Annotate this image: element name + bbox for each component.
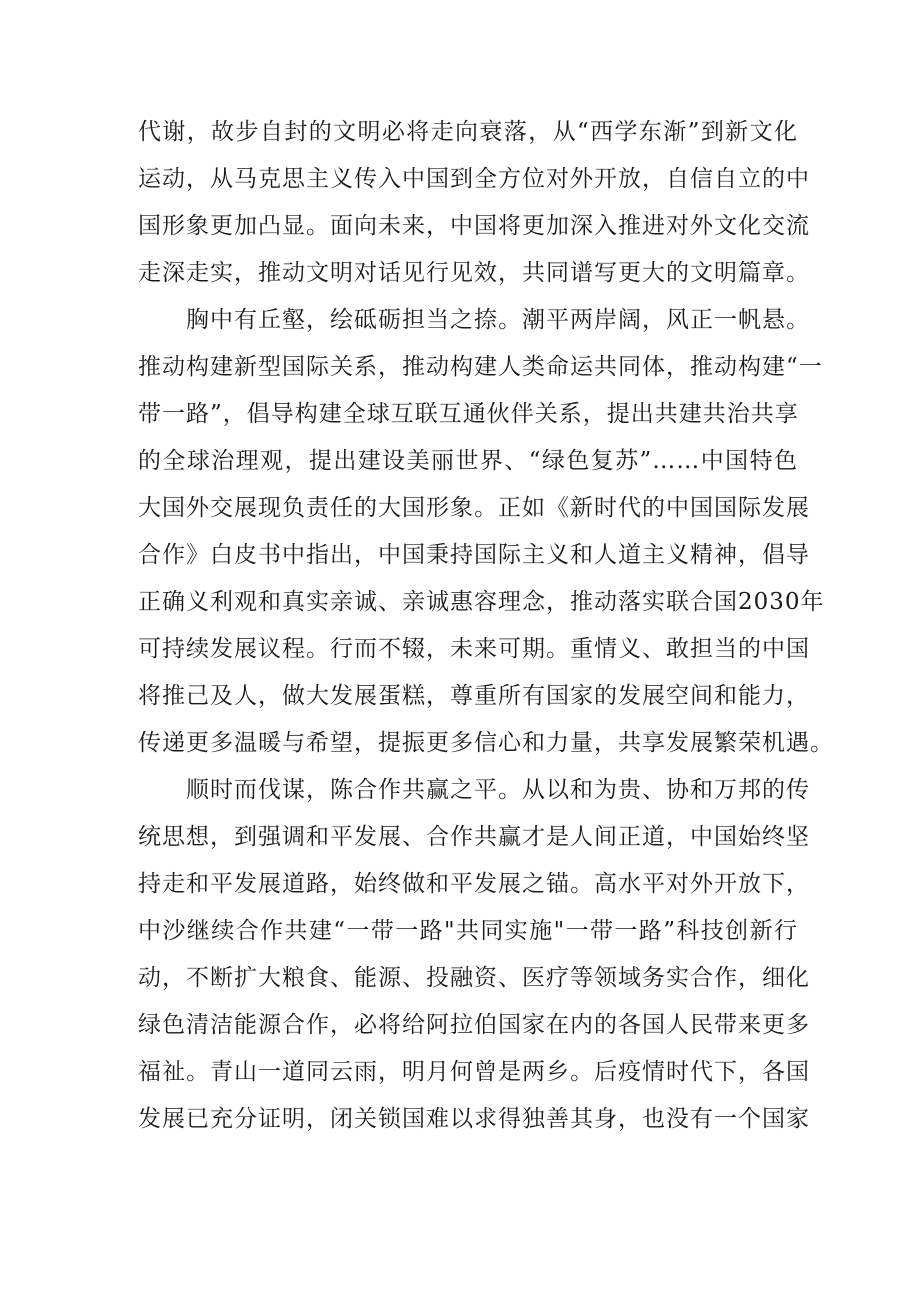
text-line: 中沙继续合作共建“一带一路"共同实施"一带一路”科技创新行	[138, 918, 798, 944]
text-line: 代谢，故步自封的文明必将走向衰落，从“西学东渐”到新文化	[138, 119, 798, 145]
text-line: 绿色清洁能源合作，必将给阿拉伯国家在内的各国人民带来更多	[138, 1012, 810, 1038]
text-line: 发展已充分证明，闭关锁国难以求得独善其身，也没有一个国家	[138, 1106, 810, 1132]
text-line: 运动，从马克思主义传入中国到全方位对外开放，自信自立的中	[138, 166, 810, 192]
text-line: 持走和平发展道路，始终做和平发展之锚。高水平对外开放下，	[138, 871, 810, 897]
text-line: 将推己及人，做大发展蛋糕，尊重所有国家的发展空间和能力，	[138, 683, 810, 709]
text-line: 可持续发展议程。行而不辍，未来可期。重情义、敢担当的中国	[138, 636, 810, 662]
text-line: 国形象更加凸显。面向未来，中国将更加深入推进对外文化交流	[138, 213, 810, 239]
text-line: 传递更多温暖与希望，提振更多信心和力量，共享发展繁荣机遇。	[138, 730, 834, 756]
paragraph-start-line: 顺时而伐谋，陈合作共赢之平。从以和为贵、协和万邦的传	[186, 777, 810, 803]
text-line: 合作》白皮书中指出，中国秉持国际主义和人道主义精神，倡导	[138, 542, 810, 568]
text-line: 正确义利观和真实亲诚、亲诚惠容理念，推动落实联合国2030年	[138, 589, 825, 615]
text-line: 大国外交展现负责任的大国形象。正如《新时代的中国国际发展	[138, 495, 810, 521]
text-line: 的全球治理观，提出建设美丽世界、“绿色复苏”……中国特色	[138, 448, 798, 474]
text-line: 带一路”，倡导构建全球互联互通伙伴关系，提出共建共治共享	[138, 401, 799, 427]
text-line: 推动构建新型国际关系，推动构建人类命运共同体，推动构建“一	[138, 354, 823, 380]
paragraph-start-line: 胸中有丘壑，绘砥砺担当之捺。潮平两岸阔，风正一帆悬。	[186, 307, 810, 333]
text-line: 福祉。青山一道同云雨，明月何曾是两乡。后疫情时代下，各国	[138, 1059, 810, 1085]
text-line: 动，不断扩大粮食、能源、投融资、医疗等领域务实合作，细化	[138, 965, 810, 991]
text-line: 走深走实，推动文明对话见行见效，共同谱写更大的文明篇章。	[138, 260, 810, 286]
text-line: 统思想，到强调和平发展、合作共赢才是人间正道，中国始终坚	[138, 824, 810, 850]
